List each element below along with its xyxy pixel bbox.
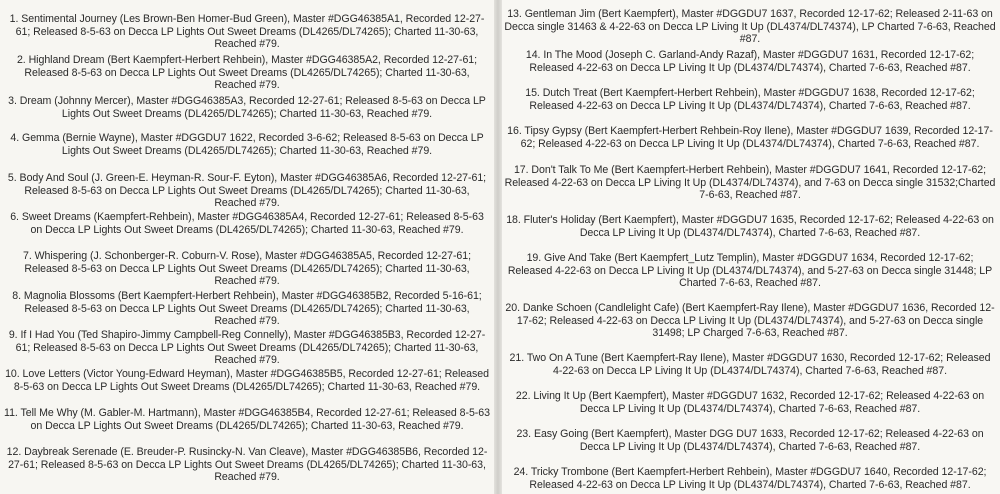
track-entry-21: 21. Two On A Tune (Bert Kaempfert-Ray Ilene), Master #DGGDU7 1630, Recorded 12-17-62; Released 4-22-63 on Decca LP Living It Up (DL4374/DL74374), Charted 7-6-63, Reached #87.	[509, 352, 991, 377]
track-entry-7: 7. Whispering (J. Schonberger-R. Coburn-V. Rose), Master #DGG46385A5, Recorded 12-27-61; Released 8-5-63 on Decca LP Lights Out Sweet Dreams (DL4265/DL74265); Charted 11-30-63, Reached #79.	[22, 250, 472, 288]
track-entry-6: 6. Sweet Dreams (Kaempfert-Rehbein), Master #DGG46385A4, Recorded 12-27-61; Released 8-5-63 on Decca LP Lights Out Sweet Dreams (DL4265/DL74265); Charted 11-30-63, Reached #79.	[10, 211, 484, 236]
track-entry-2: 2. Highland Dream (Bert Kaempfert-Herbert Rehbein), Master #DGG46385A2, Recorded 12-27-61; Released 8-5-63 on Decca LP Lights Out Sweet Dreams (DL4265/DL74265); Charted 11-30-63, Reached #79.	[16, 54, 478, 92]
track-entry-3: 3. Dream (Johnny Mercer), Master #DGG46385A3, Recorded 12-27-61; Released 8-5-63 on Decca LP Lights Out Sweet Dreams (DL4265/DL74265); Charted 11-30-63, Reached #79.	[8, 95, 486, 120]
track-entry-16: 16. Tipsy Gypsy (Bert Kaempfert-Herbert Rehbein-Roy Ilene), Master #DGGDU7 1639, Recorded 12-17-62; Released 4-22-63 on Decca LP Living It Up (DL4374/DL74374), Charted 7-6-63, Reached #87.	[507, 125, 993, 150]
track-entry-19: 19. Give And Take (Bert Kaempfert_Lutz Templin), Master #DGGDU7 1634, Recorded 12-17-62; Released 4-22-63 on Decca LP Living It Up (DL4374/DL74374), and 5-27-63 on Decca single 31448; LP Charted 7-6-63, Reached #87.	[507, 252, 993, 290]
left-page	[0, 0, 494, 494]
track-entry-9: 9. If I Had You (Ted Shapiro-Jimmy Campbell-Reg Connelly), Master #DGG46385B3, Recorded 12-27-61; Released 8-5-63 on Decca LP Lights Out Sweet Dreams (DL4265/DL74265); Charted 11-30-63, Reached #79.	[8, 329, 486, 367]
track-entry-12: 12. Daybreak Serenade (E. Breuder-P. Rusincky-N. Van Cleave), Master #DGG46385B6, Recorded 12-27-61; Released 8-5-63 on Decca LP Lights Out Sweet Dreams (DL4265/DL74265); Charted 11-30-63, Reached #79.	[6, 446, 488, 484]
track-entry-23: 23. Easy Going (Bert Kaempfert), Master DGG DU7 1633, Recorded 12-17-62; Released 4-22-63 on Decca LP Living It Up (DL4374/DL74374), Charted 7-6-63, Reached #87.	[516, 428, 984, 453]
right-page	[502, 0, 1000, 494]
track-entry-20: 20. Danke Schoen (Candlelight Cafe) (Bert Kaempfert-Ray Ilene), Master #DGGDU7 1636, Recorded 12-17-62; Released 4-22-63 on Decca LP Living It Up (DL4374/DL74374), and 5-27-63 on Decca single 31498; LP Charged 7-6-63, Reached #87.	[505, 302, 995, 340]
track-entry-22: 22. Living It Up (Bert Kaempfert), Master #DGGDU7 1632, Recorded 12-17-62; Released 4-22-63 on Decca LP Living It Up (DL4374/DL74374), Charted 7-6-63, Reached #87.	[515, 390, 985, 415]
track-entry-10: 10. Love Letters (Victor Young-Edward Heyman), Master #DGG46385B5, Recorded 12-27-61; Released 8-5-63 on Decca LP Lights Out Sweet Dreams (DL4265/DL74265); Charted 11-30-63, Reached #79.	[5, 368, 489, 393]
track-entry-15: 15. Dutch Treat (Bert Kaempfert-Herbert Rehbein), Master #DGGDU7 1638, Recorded 12-17-62; Released 4-22-63 on Decca LP Living It Up (DL4374/DL74374), Charted 7-6-63, Reached #87.	[525, 87, 975, 112]
track-entry-8: 8. Magnolia Blossoms (Bert Kaempfert-Herbert Rehbein), Master #DGG46385B2, Recorded 5-16-61; Released 8-5-63 on Decca LP Lights Out Sweet Dreams (DL4265/DL74265); Charted 11-30-63, Reached #79.	[12, 290, 482, 328]
track-entry-1: 1. Sentimental Journey (Les Brown-Ben Homer-Bud Green), Master #DGG46385A1, Recorded 12-27-61; Released 8-5-63 on Decca LP Lights Out Sweet Dreams (DL4265/DL74265); Charted 11-30-63, Reached #79.	[9, 13, 485, 51]
track-entry-18: 18. Fluter's Holiday (Bert Kaempfert), Master #DGGDU7 1635, Recorded 12-17-62; Released 4-22-63 on Decca LP Living It Up (DL4374/DL74374), Charted 7-6-63, Reached #87.	[506, 214, 994, 239]
track-entry-14: 14. In The Mood (Joseph C. Garland-Andy Razaf), Master #DGGDU7 1631, Recorded 12-17-62; Released 4-22-63 on Decca LP Living It Up (DL4374/DL74374), Charted 7-6-63, Reached #87.	[525, 49, 975, 74]
track-entry-24: 24. Tricky Trombone (Bert Kaempfert-Herbert Rehbein), Master #DGGDU7 1640, Recorded 12-17-62; Released 4-22-63 on Decca LP Living It Up (DL4374/DL74374), Charted 7-6-63, Reached #87.	[513, 466, 987, 491]
track-entry-11: 11. Tell Me Why (M. Gabler-M. Hartmann), Master #DGG46385B4, Recorded 12-27-61; Released 8-5-63 on Decca LP Lights Out Sweet Dreams (DL4265/DL74265); Charted 11-30-63, Reached #79.	[4, 407, 490, 432]
center-fold	[494, 0, 502, 494]
track-entry-13: 13. Gentleman Jim (Bert Kaempfert), Master #DGGDU7 1637, Recorded 12-17-62; Released 2-11-63 on Decca single 31463 & 4-22-63 on Decca LP Living It Up (DL4374/DL74374), LP Charted 7-6-63, Reached #87.	[504, 8, 996, 46]
track-entry-5: 5. Body And Soul (J. Green-E. Heyman-R. Sour-F. Eyton), Master #DGG46385A6, Recorded 12-27-61; Released 8-5-63 on Decca LP Lights Out Sweet Dreams (DL4265/DL74265); Charted 11-30-63, Reached #79.	[7, 172, 487, 210]
track-entry-4: 4. Gemma (Bernie Wayne), Master #DGGDU7 1622, Recorded 3-6-62; Released 8-5-63 on Decca LP Lights Out Sweet Dreams (DL4265/DL74265); Charted 11-30-63, Reached #79.	[10, 132, 484, 157]
track-entry-17: 17. Don't Talk To Me (Bert Kaempfert-Herbert Rehbein), Master #DGGDU7 1641, Recorded 12-17-62; Released 4-22-63 on Decca LP Living It Up (DL4374/DL74374), and 7-63 on Decca single 31532;Charted 7-6-63, Reached #87.	[504, 164, 996, 202]
